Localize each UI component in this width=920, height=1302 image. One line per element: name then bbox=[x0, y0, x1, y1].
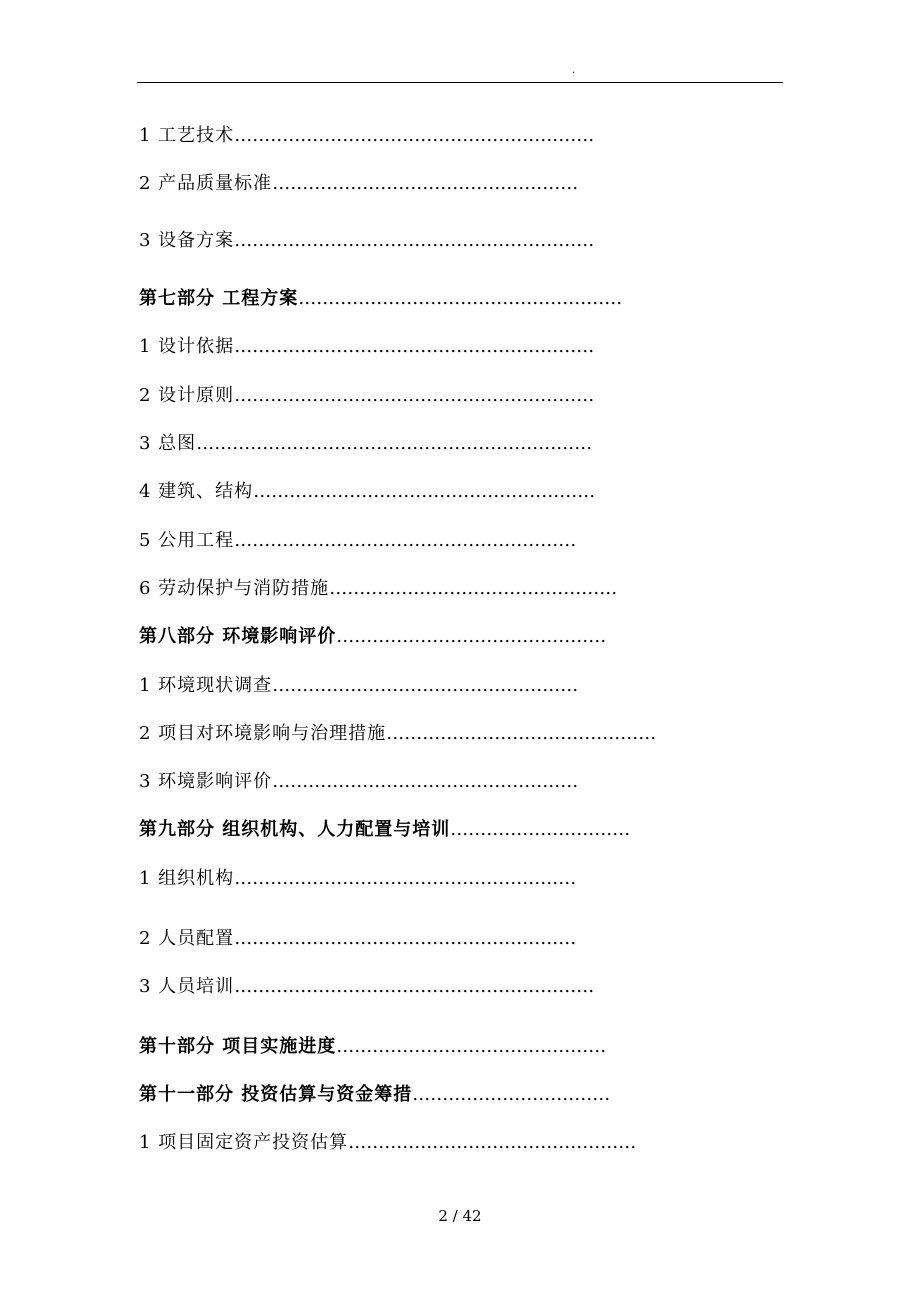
toc-item-title: 3 人员培训 bbox=[139, 976, 235, 997]
toc-item[interactable] bbox=[139, 529, 576, 553]
toc-item[interactable] bbox=[139, 674, 578, 698]
toc-item[interactable] bbox=[139, 229, 594, 253]
toc-item-title: 2 项目对环境影响与治理措施 bbox=[139, 723, 387, 744]
toc-section-heading[interactable] bbox=[139, 818, 630, 842]
toc-leader-dots: ………………………………………………… bbox=[234, 868, 577, 889]
toc-leader-dots: …………………………………………… bbox=[272, 771, 579, 792]
toc-section-title: 第九部分 组织机构、人力配置与培训 bbox=[139, 819, 451, 840]
toc-item[interactable] bbox=[139, 384, 594, 408]
toc-leader-dots: …………………………………………………… bbox=[234, 976, 595, 997]
toc-leader-dots: ………………………… bbox=[450, 819, 631, 840]
toc-leader-dots: …………………………………………………… bbox=[234, 125, 595, 146]
toc-item[interactable] bbox=[139, 577, 617, 601]
toc-leader-dots: …………………………………………………… bbox=[234, 230, 595, 251]
toc-item-title: 3 设备方案 bbox=[139, 230, 235, 251]
header-rule bbox=[137, 82, 783, 83]
toc-section-title: 第十部分 项目实施进度 bbox=[139, 1036, 337, 1057]
toc-item-title: 2 人员配置 bbox=[139, 928, 235, 949]
header-mark: . bbox=[572, 65, 576, 76]
toc-leader-dots: …………………………………………………… bbox=[234, 385, 595, 406]
toc-leader-dots: …………………………………………………… bbox=[234, 336, 595, 357]
toc-section-title: 第八部分 环境影响评价 bbox=[139, 626, 337, 647]
toc-item[interactable] bbox=[139, 432, 592, 456]
toc-item[interactable] bbox=[139, 927, 576, 951]
toc-leader-dots: ………………………………………………… bbox=[253, 481, 596, 502]
toc-item[interactable] bbox=[139, 1131, 636, 1155]
toc-leader-dots: ………………………………………… bbox=[329, 578, 618, 599]
toc-leader-dots: ………………………………………… bbox=[348, 1132, 637, 1153]
toc-item-title: 1 设计依据 bbox=[139, 336, 235, 357]
toc-item-title: 1 工艺技术 bbox=[139, 125, 235, 146]
toc-leader-dots: …………………………………………… bbox=[272, 173, 579, 194]
toc-item-title: 3 总图 bbox=[139, 433, 197, 454]
toc-leader-dots: ………………………………………………… bbox=[234, 928, 577, 949]
toc-item[interactable] bbox=[139, 770, 578, 794]
toc-item-title: 2 设计原则 bbox=[139, 385, 235, 406]
toc-item-title: 3 环境影响评价 bbox=[139, 771, 273, 792]
toc-item-title: 1 环境现状调查 bbox=[139, 675, 273, 696]
toc-leader-dots: …………………………… bbox=[412, 1084, 611, 1105]
toc-item[interactable] bbox=[139, 335, 594, 359]
toc-leader-dots: ……………………………………… bbox=[336, 1036, 607, 1057]
toc-item[interactable] bbox=[139, 124, 594, 148]
toc-item-title: 5 公用工程 bbox=[139, 530, 235, 551]
toc-item-title: 1 组织机构 bbox=[139, 868, 235, 889]
toc-item-title: 4 建筑、结构 bbox=[139, 481, 254, 502]
toc-section-title: 第七部分 工程方案 bbox=[139, 288, 299, 309]
toc-leader-dots: ……………………………………………… bbox=[298, 288, 623, 309]
toc-section-heading[interactable] bbox=[139, 1035, 606, 1059]
toc-item[interactable] bbox=[139, 975, 594, 999]
toc-section-heading[interactable] bbox=[139, 287, 622, 311]
toc-section-heading[interactable] bbox=[139, 625, 606, 649]
page-number: 2 / 42 bbox=[438, 1207, 482, 1225]
toc-leader-dots: ………………………………………………………… bbox=[196, 433, 593, 454]
toc-item[interactable] bbox=[139, 172, 578, 196]
toc-item[interactable] bbox=[139, 722, 656, 746]
toc-item[interactable] bbox=[139, 867, 576, 891]
toc-item-title: 1 项目固定资产投资估算 bbox=[139, 1132, 349, 1153]
toc-item-title: 2 产品质量标准 bbox=[139, 173, 273, 194]
toc-leader-dots: ……………………………………… bbox=[386, 723, 657, 744]
toc-item[interactable] bbox=[139, 480, 595, 504]
toc-section-heading[interactable] bbox=[139, 1083, 610, 1107]
toc-item-title: 6 劳动保护与消防措施 bbox=[139, 578, 330, 599]
toc-section-title: 第十一部分 投资估算与资金筹措 bbox=[139, 1084, 413, 1105]
toc-leader-dots: ………………………………………………… bbox=[234, 530, 577, 551]
toc-leader-dots: ……………………………………… bbox=[336, 626, 607, 647]
toc-leader-dots: …………………………………………… bbox=[272, 675, 579, 696]
